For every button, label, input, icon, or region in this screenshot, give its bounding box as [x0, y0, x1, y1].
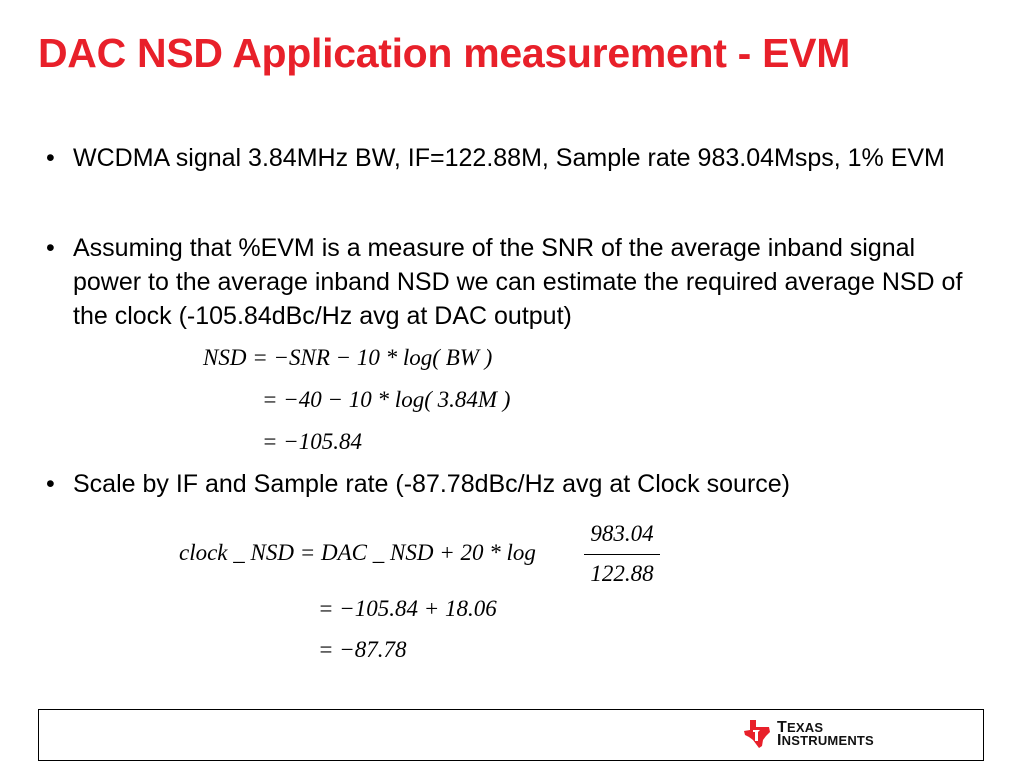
bullet-text: Scale by IF and Sample rate (-87.78dBc/Hz avg at Clock source) [73, 470, 790, 498]
bullet-item [46, 141, 976, 175]
equation1-line2: = −40 − 10 * log( 3.84M ) [262, 387, 511, 412]
equation2-line2: = −105.84 + 18.06 [318, 596, 497, 621]
bullet-text: WCDMA signal 3.84MHz BW, IF=122.88M, Sample rate 983.04Msps, 1% EVM [73, 144, 945, 172]
fraction-bar [584, 554, 660, 555]
equation2-line3: = −87.78 [318, 637, 407, 662]
ti-wordmark [777, 721, 874, 747]
equation2-lhs: clock _ NSD = DAC _ NSD + 20 * log [179, 540, 536, 565]
equation2-denominator: 122.88 [590, 561, 654, 586]
ti-wordmark-line1: TEXAS [777, 719, 824, 736]
bullet-dot: • [46, 144, 55, 172]
bullet-item [46, 231, 976, 333]
equation1-line3: = −105.84 [262, 429, 363, 454]
bullet-item [46, 467, 976, 501]
bullet-dot: • [46, 234, 55, 262]
ti-wordmark-line2: INSTRUMENTS [777, 732, 874, 749]
bullet-dot: • [46, 470, 55, 498]
slide-title: DAC NSD Application measurement - EVM [38, 30, 851, 76]
equation1-line1: NSD = −SNR − 10 * log( BW ) [203, 345, 493, 370]
equation2-numerator: 983.04 [590, 521, 654, 546]
bullet-text: Assuming that %EVM is a measure of the SNR of the average inband signal power to the average inband NSD we can estimate the required average NSD of the clock (-105.84dBc/Hz avg at DAC output) [73, 234, 963, 330]
texas-state-logo-icon [741, 718, 773, 750]
